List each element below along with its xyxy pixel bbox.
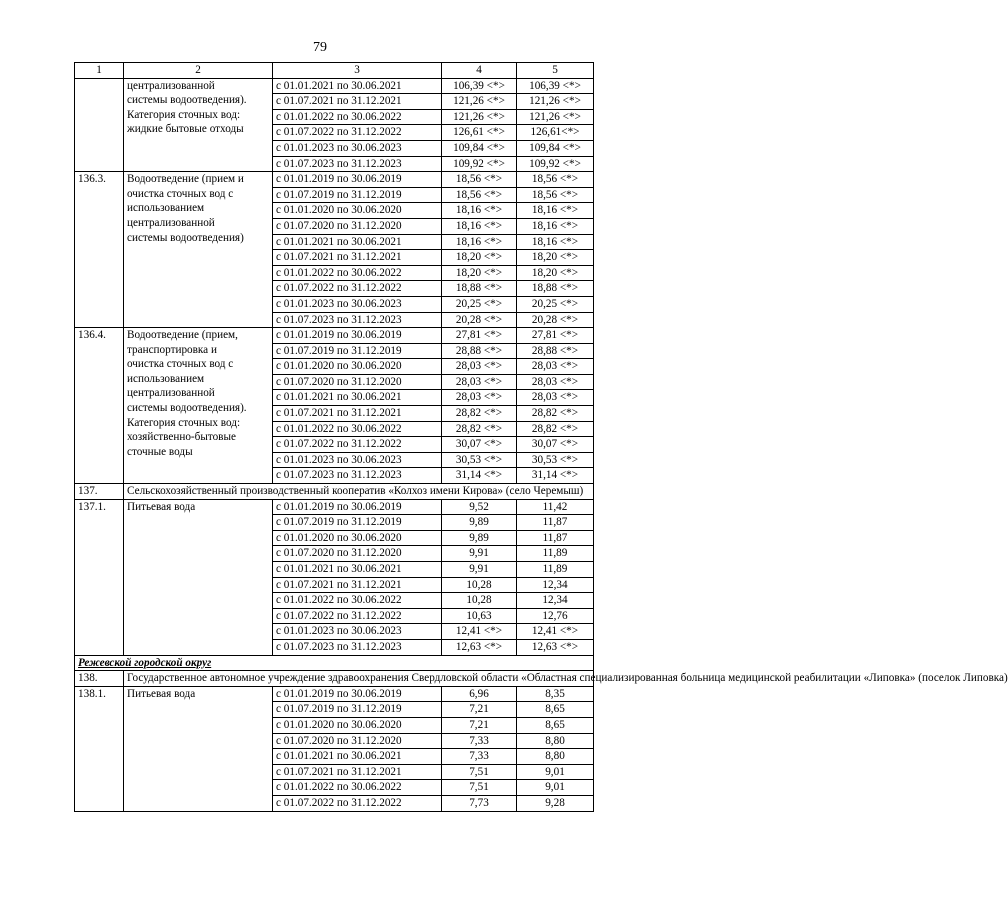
tariff-value: 7,51: [442, 764, 517, 780]
tariff-value: 121,26 <*>: [442, 109, 517, 125]
service-description-line: системы водоотведения).: [127, 94, 247, 107]
service-description: [124, 328, 273, 484]
tariff-value: 28,88 <*>: [442, 343, 517, 359]
tariff-value-vat: 18,20 <*>: [517, 265, 594, 281]
organization-name: Сельскохозяйственный производственный кооператив «Колхоз имени Кирова» (село Черемыш): [124, 484, 594, 500]
tariff-value: 121,26 <*>: [442, 94, 517, 110]
item-number: 137.: [75, 484, 124, 500]
organization-name: Государственное автономное учреждение здравоохранения Свердловской области «Областная специализированная больница медицинской реабилитации «Липовка» (поселок Липовка): [124, 671, 594, 687]
tariff-value: 18,16 <*>: [442, 218, 517, 234]
period: с 01.01.2023 по 30.06.2023: [273, 296, 442, 312]
tariff-value: 30,07 <*>: [442, 437, 517, 453]
item-number: [75, 78, 124, 172]
period: с 01.07.2023 по 31.12.2023: [273, 312, 442, 328]
period: с 01.01.2021 по 30.06.2021: [273, 562, 442, 578]
period: с 01.01.2021 по 30.06.2021: [273, 749, 442, 765]
service-description-line: Категория сточных вод:: [127, 416, 241, 429]
tariff-value-vat: 12,41 <*>: [517, 624, 594, 640]
column-number: 4: [442, 63, 517, 79]
tariff-value-vat: 18,16 <*>: [517, 234, 594, 250]
period: с 01.07.2023 по 31.12.2023: [273, 156, 442, 172]
tariff-value: 31,14 <*>: [442, 468, 517, 484]
tariff-value-vat: 121,26 <*>: [517, 109, 594, 125]
tariff-value: 27,81 <*>: [442, 328, 517, 344]
service-description-line: хозяйственно-бытовые: [127, 431, 236, 444]
tariff-value: 30,53 <*>: [442, 452, 517, 468]
tariff-value-vat: 8,80: [517, 749, 594, 765]
period: с 01.07.2021 по 31.12.2021: [273, 764, 442, 780]
period: с 01.01.2019 по 30.06.2019: [273, 499, 442, 515]
tariff-value: 18,56 <*>: [442, 172, 517, 188]
service-description-line: централизованной: [127, 216, 215, 229]
tariff-value: 7,21: [442, 717, 517, 733]
region-title: Режевской городской округ: [75, 655, 594, 671]
service-description-line: Водоотведение (прием и: [127, 173, 244, 186]
period: с 01.07.2020 по 31.12.2020: [273, 218, 442, 234]
tariff-value: 18,20 <*>: [442, 250, 517, 266]
service-description: Питьевая вода: [124, 686, 273, 811]
service-description-line: сточные воды: [127, 445, 193, 458]
service-description-line: системы водоотведения).: [127, 402, 247, 415]
column-number: 1: [75, 63, 124, 79]
period: с 01.01.2021 по 30.06.2021: [273, 234, 442, 250]
period: с 01.01.2020 по 30.06.2020: [273, 717, 442, 733]
tariff-value-vat: 27,81 <*>: [517, 328, 594, 344]
service-description-line: использованием: [127, 372, 205, 385]
tariff-value-vat: 9,01: [517, 764, 594, 780]
period: с 01.07.2020 по 31.12.2020: [273, 733, 442, 749]
tariff-value: 7,33: [442, 733, 517, 749]
tariff-value: 10,28: [442, 593, 517, 609]
tariff-value-vat: 11,89: [517, 546, 594, 562]
tariff-value-vat: 20,28 <*>: [517, 312, 594, 328]
period: с 01.01.2019 по 30.06.2019: [273, 172, 442, 188]
period: с 01.01.2022 по 30.06.2022: [273, 109, 442, 125]
tariff-value: 7,21: [442, 702, 517, 718]
tariff-value-vat: 28,82 <*>: [517, 406, 594, 422]
tariff-value-vat: 8,35: [517, 686, 594, 702]
period: с 01.07.2022 по 31.12.2022: [273, 795, 442, 811]
tariff-value-vat: 12,34: [517, 577, 594, 593]
tariff-value: 9,89: [442, 515, 517, 531]
tariff-value-vat: 18,16 <*>: [517, 203, 594, 219]
period: с 01.01.2022 по 30.06.2022: [273, 780, 442, 796]
service-description-line: очистка сточных вод с: [127, 358, 234, 371]
period: с 01.01.2023 по 30.06.2023: [273, 140, 442, 156]
period: с 01.01.2020 по 30.06.2020: [273, 203, 442, 219]
tariff-value-vat: 8,65: [517, 702, 594, 718]
service-description-line: Водоотведение (прием,: [127, 329, 238, 342]
tariff-value: 28,03 <*>: [442, 390, 517, 406]
tariff-value: 10,28: [442, 577, 517, 593]
tariff-value-vat: 109,92 <*>: [517, 156, 594, 172]
tariff-value-vat: 28,88 <*>: [517, 343, 594, 359]
service-description-line: очистка сточных вод с: [127, 187, 234, 200]
tariff-value-vat: 109,84 <*>: [517, 140, 594, 156]
tariff-value: 9,52: [442, 499, 517, 515]
period: с 01.01.2023 по 30.06.2023: [273, 624, 442, 640]
period: с 01.07.2022 по 31.12.2022: [273, 608, 442, 624]
tariff-value: 20,25 <*>: [442, 296, 517, 312]
period: с 01.01.2021 по 30.06.2021: [273, 78, 442, 94]
item-number: 137.1.: [75, 499, 124, 655]
tariff-value: 18,20 <*>: [442, 265, 517, 281]
organization-row: [75, 484, 594, 500]
service-description: [124, 78, 273, 172]
tariff-value-vat: 9,01: [517, 780, 594, 796]
item-number: 138.1.: [75, 686, 124, 811]
service-description-line: централизованной: [127, 79, 215, 92]
period: с 01.01.2022 по 30.06.2022: [273, 421, 442, 437]
page-number: 79: [313, 40, 327, 55]
tariff-value: 7,73: [442, 795, 517, 811]
tariff-value-vat: 12,34: [517, 593, 594, 609]
service-description-line: системы водоотведения): [127, 231, 244, 244]
tariff-value: 12,63 <*>: [442, 639, 517, 655]
tariff-value-vat: 121,26 <*>: [517, 94, 594, 110]
tariff-value: 28,03 <*>: [442, 374, 517, 390]
tariff-value: 106,39 <*>: [442, 78, 517, 94]
tariff-value-vat: 30,07 <*>: [517, 437, 594, 453]
period: с 01.01.2021 по 30.06.2021: [273, 390, 442, 406]
tariff-value-vat: 11,87: [517, 515, 594, 531]
tariff-value-vat: 106,39 <*>: [517, 78, 594, 94]
tariff-value-vat: 9,28: [517, 795, 594, 811]
period: с 01.01.2019 по 30.06.2019: [273, 686, 442, 702]
period: с 01.07.2021 по 31.12.2021: [273, 577, 442, 593]
tariff-value: 9,91: [442, 546, 517, 562]
tariff-value: 28,82 <*>: [442, 406, 517, 422]
period: с 01.07.2019 по 31.12.2019: [273, 187, 442, 203]
tariff-value-vat: 18,56 <*>: [517, 172, 594, 188]
tariff-value-vat: 28,03 <*>: [517, 390, 594, 406]
column-number: 5: [517, 63, 594, 79]
tariff-value-vat: 20,25 <*>: [517, 296, 594, 312]
service-description-line: жидкие бытовые отходы: [127, 123, 244, 136]
table-row: [75, 499, 594, 515]
tariff-value-vat: 11,89: [517, 562, 594, 578]
period: с 01.07.2021 по 31.12.2021: [273, 250, 442, 266]
column-number-row: [75, 63, 594, 79]
period: с 01.07.2019 по 31.12.2019: [273, 702, 442, 718]
tariff-value-vat: 30,53 <*>: [517, 452, 594, 468]
tariff-value: 18,16 <*>: [442, 234, 517, 250]
period: с 01.01.2019 по 30.06.2019: [273, 328, 442, 344]
period: с 01.07.2021 по 31.12.2021: [273, 94, 442, 110]
table-row: [75, 78, 594, 94]
tariff-value-vat: 8,80: [517, 733, 594, 749]
period: с 01.07.2022 по 31.12.2022: [273, 281, 442, 297]
period: с 01.01.2020 по 30.06.2020: [273, 359, 442, 375]
table-row: [75, 328, 594, 344]
tariff-value: 18,88 <*>: [442, 281, 517, 297]
tariff-value-vat: 28,82 <*>: [517, 421, 594, 437]
period: с 01.07.2023 по 31.12.2023: [273, 639, 442, 655]
period: с 01.07.2021 по 31.12.2021: [273, 406, 442, 422]
tariff-value: 9,89: [442, 530, 517, 546]
item-number: 138.: [75, 671, 124, 687]
column-number: 3: [273, 63, 442, 79]
tariff-value-vat: 8,65: [517, 717, 594, 733]
service-description-line: транспортировка и: [127, 343, 217, 356]
tariff-value: 18,16 <*>: [442, 203, 517, 219]
tariff-value: 6,96: [442, 686, 517, 702]
tariff-value-vat: 12,76: [517, 608, 594, 624]
period: с 01.07.2022 по 31.12.2022: [273, 437, 442, 453]
service-description: [124, 172, 273, 328]
tariff-value-vat: 28,03 <*>: [517, 374, 594, 390]
column-number: 2: [124, 63, 273, 79]
period: с 01.07.2020 по 31.12.2020: [273, 546, 442, 562]
table-row: [75, 686, 594, 702]
tariff-value: 126,61 <*>: [442, 125, 517, 141]
service-description-line: использованием: [127, 202, 205, 215]
tariff-value: 109,84 <*>: [442, 140, 517, 156]
item-number: 136.3.: [75, 172, 124, 328]
item-number: 136.4.: [75, 328, 124, 484]
tariff-value: 12,41 <*>: [442, 624, 517, 640]
period: с 01.07.2022 по 31.12.2022: [273, 125, 442, 141]
tariff-value-vat: 12,63 <*>: [517, 639, 594, 655]
period: с 01.07.2020 по 31.12.2020: [273, 374, 442, 390]
tariff-value: 18,56 <*>: [442, 187, 517, 203]
tariff-value-vat: 18,56 <*>: [517, 187, 594, 203]
service-description-line: Категория сточных вод:: [127, 108, 241, 121]
tariff-value-vat: 31,14 <*>: [517, 468, 594, 484]
period: с 01.01.2020 по 30.06.2020: [273, 530, 442, 546]
period: с 01.07.2019 по 31.12.2019: [273, 343, 442, 359]
tariff-value: 28,03 <*>: [442, 359, 517, 375]
period: с 01.07.2019 по 31.12.2019: [273, 515, 442, 531]
tariff-value: 9,91: [442, 562, 517, 578]
region-row: [75, 655, 594, 671]
tariff-value-vat: 11,87: [517, 530, 594, 546]
table-row: [75, 172, 594, 188]
tariff-value: 20,28 <*>: [442, 312, 517, 328]
tariff-value: 10,63: [442, 608, 517, 624]
service-description-line: централизованной: [127, 387, 215, 400]
period: с 01.01.2023 по 30.06.2023: [273, 452, 442, 468]
period: с 01.07.2023 по 31.12.2023: [273, 468, 442, 484]
period: с 01.01.2022 по 30.06.2022: [273, 265, 442, 281]
tariff-value: 109,92 <*>: [442, 156, 517, 172]
tariff-value-vat: 18,20 <*>: [517, 250, 594, 266]
tariff-value-vat: 18,16 <*>: [517, 218, 594, 234]
tariff-value-vat: 28,03 <*>: [517, 359, 594, 375]
tariff-value: 7,51: [442, 780, 517, 796]
tariff-value-vat: 18,88 <*>: [517, 281, 594, 297]
tariff-value: 7,33: [442, 749, 517, 765]
tariff-table: [74, 62, 1008, 812]
organization-row: [75, 671, 594, 687]
tariff-value: 28,82 <*>: [442, 421, 517, 437]
tariff-value-vat: 11,42: [517, 499, 594, 515]
tariff-value-vat: 126,61<*>: [517, 125, 594, 141]
service-description: Питьевая вода: [124, 499, 273, 655]
period: с 01.01.2022 по 30.06.2022: [273, 593, 442, 609]
